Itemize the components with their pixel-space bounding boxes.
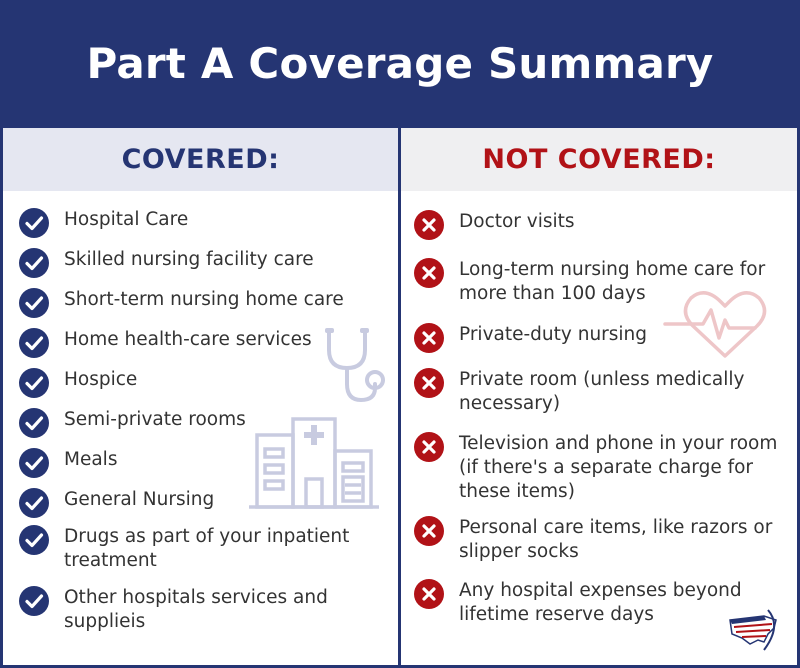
covered-item-label: Drugs as part of your inpatient treatment	[64, 526, 350, 571]
check-circle-icon	[19, 586, 49, 616]
not-covered-item-label: Doctor visits	[459, 211, 575, 232]
check-circle-icon	[19, 208, 49, 238]
covered-item	[19, 248, 379, 278]
covered-item	[19, 586, 379, 634]
not-covered-item-label: Personal care items, like razors or slipper socks	[459, 517, 773, 562]
covered-item-label: Semi-private rooms	[64, 409, 246, 430]
check-circle-icon	[19, 248, 49, 278]
covered-item-label: General Nursing	[64, 489, 215, 510]
covered-item	[19, 208, 379, 238]
x-circle-icon	[414, 210, 444, 240]
not-covered-item	[414, 210, 792, 240]
covered-item-label: Meals	[64, 449, 118, 470]
covered-item	[19, 525, 379, 573]
covered-item	[19, 448, 379, 478]
x-circle-icon	[414, 258, 444, 288]
covered-item-label: Hospital Care	[64, 209, 189, 230]
covered-item-label: Short-term nursing home care	[64, 289, 344, 310]
check-circle-icon	[19, 368, 49, 398]
not-covered-item-label: Long-term nursing home care for more than 100 days	[459, 259, 766, 304]
not-covered-item	[414, 579, 792, 627]
not-covered-item	[414, 432, 792, 504]
not-covered-item-label: Private room (unless medically necessary)	[459, 369, 745, 414]
not-covered-column	[401, 128, 797, 665]
page-title: Part A Coverage Summary	[86, 38, 714, 88]
check-circle-icon	[19, 525, 49, 555]
x-circle-icon	[414, 516, 444, 546]
not-covered-item-label: Any hospital expenses beyond lifetime reserve days	[459, 580, 742, 625]
covered-item	[19, 328, 379, 358]
not-covered-item	[414, 516, 792, 564]
x-circle-icon	[414, 368, 444, 398]
check-circle-icon	[19, 328, 49, 358]
covered-item	[19, 368, 379, 398]
covered-item	[19, 408, 379, 438]
x-circle-icon	[414, 323, 444, 353]
covered-item	[19, 488, 379, 518]
check-circle-icon	[19, 288, 49, 318]
check-circle-icon	[19, 488, 49, 518]
not-covered-heading: NOT COVERED:	[401, 128, 797, 191]
not-covered-item	[414, 323, 792, 353]
covered-item-label: Skilled nursing facility care	[64, 249, 314, 270]
covered-item-label: Hospice	[64, 369, 138, 390]
not-covered-item-label: Private-duty nursing	[459, 324, 648, 345]
covered-item-label: Home health-care services	[64, 329, 312, 350]
not-covered-item-label: Television and phone in your room (if there's a separate charge for these items)	[459, 433, 778, 502]
check-circle-icon	[19, 448, 49, 478]
covered-heading: COVERED:	[3, 128, 398, 191]
covered-item	[19, 288, 379, 318]
covered-column	[3, 128, 398, 665]
not-covered-item	[414, 258, 792, 306]
x-circle-icon	[414, 432, 444, 462]
check-circle-icon	[19, 408, 49, 438]
covered-item-label: Other hospitals services and supplieis	[64, 587, 328, 632]
not-covered-item	[414, 368, 792, 416]
x-circle-icon	[414, 579, 444, 609]
